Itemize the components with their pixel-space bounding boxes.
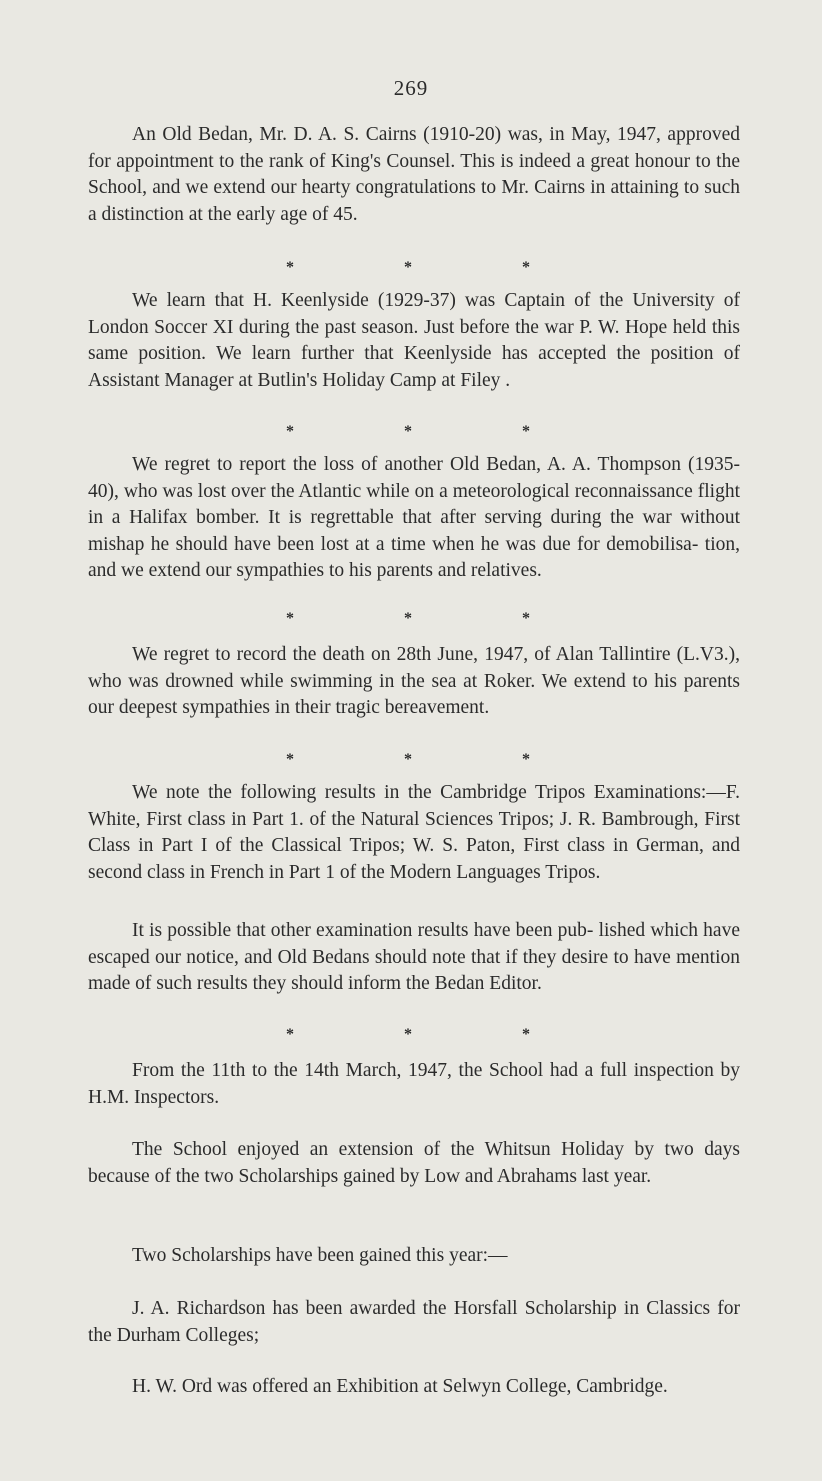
- separator-star: *: [522, 259, 530, 276]
- separator-star: *: [404, 259, 412, 276]
- separator-star: *: [286, 1026, 294, 1043]
- paragraph-thompson-text: We regret to report the loss of another Old Bedan, A. A. Thompson (1935-40), who was lost over the Atlantic while on a meteorological reconnaissance flight in a Halifax bomber. It is regrettable that after serving during the war without mishap he should have been lost at a time when he was due for demobilisa- tion, and we extend our sympathies to his parents and relatives.: [88, 454, 740, 581]
- separator-star: *: [404, 1026, 412, 1043]
- section-separator: [283, 609, 533, 629]
- section-separator: [283, 1025, 533, 1045]
- paragraph-keenlyside: [88, 288, 740, 394]
- separator-star: *: [286, 423, 294, 440]
- paragraph-tallintire: [88, 642, 740, 722]
- page-number: 269: [393, 76, 429, 100]
- paragraph-ord: [88, 1374, 740, 1401]
- separator-star: *: [522, 751, 530, 768]
- paragraph-richardson-text: J. A. Richardson has been awarded the Horsfall Scholarship in Classics for the Durham Colleges;: [88, 1298, 740, 1346]
- paragraph-cairns: [88, 122, 740, 228]
- paragraph-cairns-text: An Old Bedan, Mr. D. A. S. Cairns (1910-20) was, in May, 1947, approved for appointment to the rank of King's Counsel. This is indeed a great honour to the School, and we extend our hearty congratulations to Mr. Cairns in attaining to such a distinction at the early age of 45.: [88, 124, 740, 225]
- section-separator: [283, 258, 533, 278]
- paragraph-thompson: [88, 452, 740, 585]
- paragraph-tallintire-text: We regret to record the death on 28th June, 1947, of Alan Tallintire (L.V3.), who was drowned while swimming in the sea at Roker. We extend to his parents our deepest sympathies in their tragic bereavement.: [88, 644, 740, 718]
- separator-star: *: [286, 751, 294, 768]
- paragraph-other-results: [88, 918, 740, 998]
- paragraph-tripos-results-text: We note the following results in the Cambridge Tripos Examinations:—F. White, First class in Part 1. of the Natural Sciences Tripos; J. R. Bambrough, First Class in Part I of the Classical Tripos; W. S. Paton, First class in German, and second class in French in Part 1 of the Modern Languages Tripos.: [88, 782, 740, 883]
- paragraph-ord-text: H. W. Ord was offered an Exhibition at Selwyn College, Cambridge.: [132, 1376, 668, 1397]
- paragraph-keenlyside-text: We learn that H. Keenlyside (1929-37) was Captain of the University of London Soccer XI during the past season. Just before the war P. W. Hope held this same position. We learn further that Keenlyside has accepted the position of Assistant Manager at Butlin's Holiday Camp at Filey .: [88, 290, 740, 391]
- paragraph-inspection: [88, 1058, 740, 1111]
- paragraph-scholarships-intro: [88, 1243, 740, 1270]
- separator-star: *: [404, 610, 412, 627]
- paragraph-richardson: [88, 1296, 740, 1349]
- separator-star: *: [522, 423, 530, 440]
- paragraph-other-results-text: It is possible that other examination results have been pub- lished which have escaped our notice, and Old Bedans should note that if they desire to have mention made of such results they should inform the Bedan Editor.: [88, 920, 740, 994]
- separator-star: *: [522, 610, 530, 627]
- separator-star: *: [404, 423, 412, 440]
- paragraph-inspection-text: From the 11th to the 14th March, 1947, the School had a full inspection by H.M. Inspectors.: [88, 1060, 740, 1108]
- separator-star: *: [522, 1026, 530, 1043]
- paragraph-whitsun-holiday-text: The School enjoyed an extension of the Whitsun Holiday by two days because of the two Scholarships gained by Low and Abrahams last year.: [88, 1139, 740, 1187]
- section-separator: [283, 750, 533, 770]
- separator-star: *: [286, 610, 294, 627]
- separator-star: *: [404, 751, 412, 768]
- paragraph-whitsun-holiday: [88, 1137, 740, 1190]
- paragraph-tripos-results: [88, 780, 740, 886]
- paragraph-scholarships-intro-text: Two Scholarships have been gained this year:—: [132, 1245, 508, 1266]
- section-separator: [283, 422, 533, 442]
- separator-star: *: [286, 259, 294, 276]
